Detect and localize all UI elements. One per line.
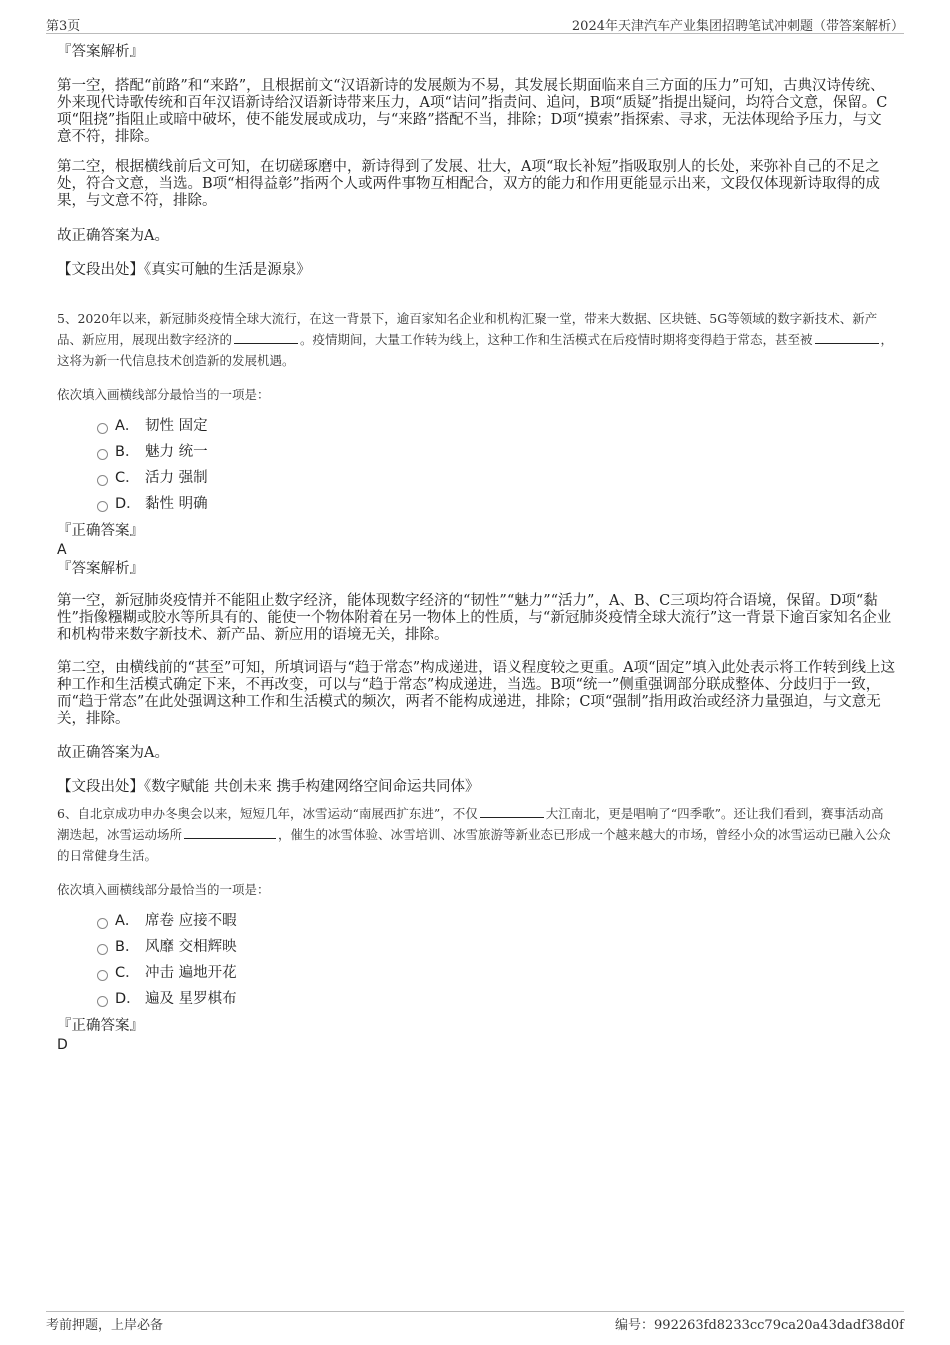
fill-blank (184, 826, 276, 839)
question-stem: 6、自北京成功申办冬奥会以来，短短几年，冰雪运动“南展西扩东进”，不仅 大江南北，更是唱响了“四季歌”。还让我们看到，赛事活动高潮迭起，冰雪运动场所 ，催生的冰雪体验、冰雪培训、冰雪旅游等新业态已形成一个越来越大的市场，曾经小众的冰雪运动已融入公众的日常健身生活。 (57, 806, 891, 863)
source-citation: 【文段出处】《真实可触的生活是源泉》 (57, 262, 311, 278)
fill-blank (234, 331, 298, 344)
option-d[interactable]: D． 黏性 明确 (57, 491, 895, 517)
analysis-paragraph: 第一空，搭配“前路”和“来路”，且根据前文“汉语新诗的发展颇为不易，其发展长期面临来自三方面的压力”可知，古典汉诗传统、外来现代诗歌传统和百年汉语新诗给汉语新诗带来压力，A项“诘问”指责问、追问，B项“质疑”指提出疑问，均符合文意，保留。C项“阻挠”指阻止或暗中破坏，使不能发展或成功，与“来路”搭配不当，排除；D项“摸索”指探索、寻求，无法体现给予压力，与文意不符，排除。 (57, 78, 888, 145)
option-b[interactable]: B． 魅力 统一 (57, 439, 895, 465)
correct-answer: D (57, 1037, 68, 1053)
option-c[interactable]: C． 冲击 遍地开花 (57, 960, 895, 986)
option-b[interactable]: B． 风靡 交相辉映 (57, 934, 895, 960)
radio-button[interactable] (97, 501, 108, 512)
radio-button[interactable] (97, 449, 108, 460)
conclusion: 故正确答案为A。 (57, 228, 169, 244)
analysis-paragraph: 第一空，新冠肺炎疫情并不能阻止数字经济，能体现数字经济的“韧性”“魅力”“活力”，A、B、C三项均符合语境，保留。D项“黏性”指像糨糊或胶水等所具有的、能使一个物体附着在另一物体上的性质，与“新冠肺炎疫情全球大流行”这一背景下逾百家知名企业和机构带来数字新技术、新产品、新应用的语境无关，排除。 (57, 593, 892, 643)
source-citation: 【文段出处】《数字赋能 共创未来 携手构建网络空间命运共同体》 (57, 779, 480, 795)
document-body (57, 42, 895, 1054)
radio-button[interactable] (97, 944, 108, 955)
option-list (57, 413, 895, 517)
question-prompt: 依次填入画横线部分最恰当的一项是： (57, 387, 270, 402)
page-number: 第3页 (46, 19, 81, 34)
option-c[interactable]: C． 活力 强制 (57, 465, 895, 491)
conclusion: 故正确答案为A。 (57, 745, 169, 761)
document-id: 编号：992263fd8233cc79ca20a43dadf38d0f (615, 1318, 904, 1333)
footer-slogan: 考前押题，上岸必备 (46, 1318, 164, 1333)
radio-button[interactable] (97, 918, 108, 929)
fill-blank (480, 805, 544, 818)
question-prompt: 依次填入画横线部分最恰当的一项是： (57, 882, 270, 897)
option-list (57, 908, 895, 1012)
page-header (46, 13, 904, 34)
question-stem: 5、2020年以来，新冠肺炎疫情全球大流行，在这一背景下，逾百家知名企业和机构汇聚一堂，带来大数据、区块链、5G等领域的数字新技术、新产品、新应用，展现出数字经济的 。疫情期间，大量工作转为线上，这种工作和生活模式在后疫情时期将变得趋于常态，甚至被 ，这将为新一代信息技术创造新的发展机遇。 (57, 311, 894, 368)
option-d[interactable]: D． 遍及 星罗棋布 (57, 986, 895, 1012)
radio-button[interactable] (97, 475, 108, 486)
correct-answer-label: 『正确答案』 (57, 523, 144, 539)
radio-button[interactable] (97, 970, 108, 981)
option-a[interactable]: A． 席卷 应接不暇 (57, 908, 895, 934)
option-a[interactable]: A． 韧性 固定 (57, 413, 895, 439)
radio-button[interactable] (97, 423, 108, 434)
analysis-paragraph: 第二空，根据横线前后文可知，在切磋琢磨中，新诗得到了发展、壮大，A项“取长补短”指吸取别人的长处，来弥补自己的不足之处，符合文意，当选。B项“相得益彰”指两个人或两件事物互相配合，双方的能力和作用更能显示出来，文段仅体现新诗取得的成果，与文意不符，排除。 (57, 159, 880, 209)
page-footer (46, 1311, 904, 1334)
analysis-paragraph: 第二空，由横线前的“甚至”可知，所填词语与“趋于常态”构成递进，语义程度较之更重。A项“固定”填入此处表示将工作转到线上这种工作和生活模式确定下来，不再改变，可以与“趋于常态”构成递进，当选。B项“统一”侧重强调部分联成整体、分歧归于一致，而“趋于常态”在此处强调这种工作和生活模式的频次，两者不能构成递进，排除；C项“强制”指用政治或经济力量强迫，与文意无关，排除。 (57, 660, 895, 727)
radio-button[interactable] (97, 996, 108, 1007)
analysis-label: 『答案解析』 (57, 561, 144, 577)
document-title: 2024年天津汽车产业集团招聘笔试冲刺题（带答案解析） (571, 19, 904, 34)
correct-answer-label: 『正确答案』 (57, 1018, 144, 1034)
analysis-label: 『答案解析』 (57, 44, 144, 60)
correct-answer: A (57, 542, 67, 558)
fill-blank (815, 331, 879, 344)
